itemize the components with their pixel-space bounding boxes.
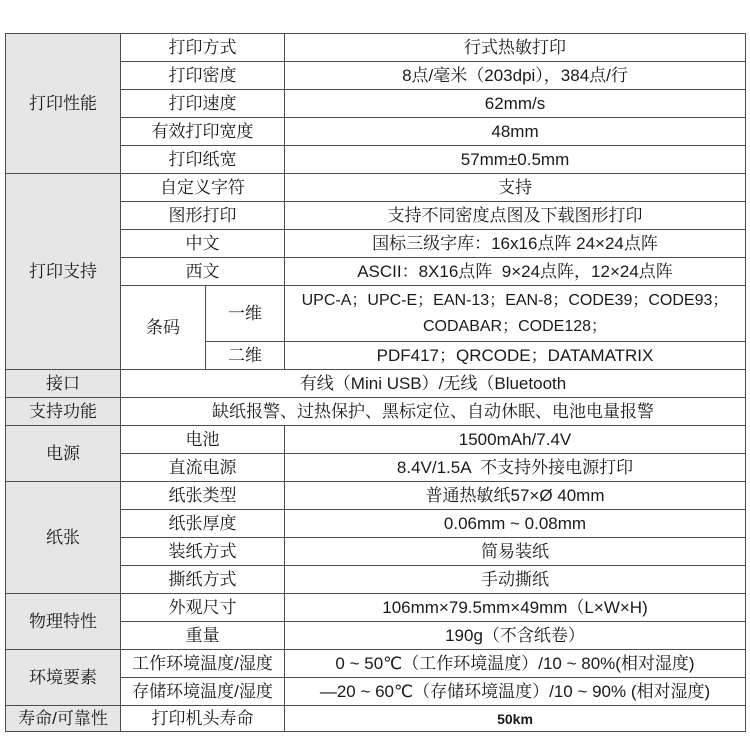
value-cell: —20 ~ 60℃（存储环境温度）/10 ~ 90% (相对湿度) — [285, 678, 746, 706]
item-cell: 纸张厚度 — [121, 510, 285, 538]
item-cell: 西文 — [121, 258, 285, 286]
value-cell: 国标三级字库：16x16点阵 24×24点阵 — [285, 230, 746, 258]
value-cell: 行式热敏打印 — [285, 34, 746, 62]
barcode-type-cell: 二维 — [206, 342, 285, 370]
barcode-type-cell: 一维 — [206, 286, 285, 342]
category-power: 电源 — [6, 426, 121, 482]
barcode-1d-line: CODABAR；CODE128； — [422, 317, 608, 335]
category-lifetime: 寿命/可靠性 — [6, 706, 121, 732]
category-print-performance: 打印性能 — [6, 34, 121, 174]
value-cell: 有线（Mini USB）/无线（Bluetooth — [121, 370, 746, 398]
barcode-item-cell: 条码 — [121, 286, 206, 370]
value-cell: 缺纸报警、过热保护、黑标定位、自动休眠、电池电量报警 — [121, 398, 746, 426]
item-cell: 工作环境温度/湿度 — [121, 650, 285, 678]
value-cell: 57mm±0.5mm — [285, 146, 746, 174]
value-cell: 支持 — [285, 174, 746, 202]
item-cell: 打印方式 — [121, 34, 285, 62]
category-environment: 环境要素 — [6, 650, 121, 706]
category-print-support: 打印支持 — [6, 174, 121, 370]
item-cell: 撕纸方式 — [121, 566, 285, 594]
category-features: 支持功能 — [6, 398, 121, 426]
value-cell: 62mm/s — [285, 90, 746, 118]
value-cell: 48mm — [285, 118, 746, 146]
table-row — [6, 706, 746, 732]
item-cell: 存储环境温度/湿度 — [121, 678, 285, 706]
table-row — [6, 426, 746, 454]
value-cell: ASCII：8X16点阵 9×24点阵，12×24点阵 — [285, 258, 746, 286]
spec-table — [5, 33, 746, 732]
item-cell: 重量 — [121, 622, 285, 650]
table-row — [6, 650, 746, 678]
value-cell: 支持不同密度点图及下载图形打印 — [285, 202, 746, 230]
item-cell: 有效打印宽度 — [121, 118, 285, 146]
item-cell: 直流电源 — [121, 454, 285, 482]
item-cell: 电池 — [121, 426, 285, 454]
table-row — [6, 482, 746, 510]
category-interface: 接口 — [6, 370, 121, 398]
value-cell: 1500mAh/7.4V — [285, 426, 746, 454]
table-row — [6, 398, 746, 426]
item-cell: 图形打印 — [121, 202, 285, 230]
item-cell: 打印机头寿命 — [121, 706, 285, 732]
table-row — [6, 174, 746, 202]
table-row — [6, 34, 746, 62]
value-cell: 手动撕纸 — [285, 566, 746, 594]
value-cell: 0 ~ 50℃（工作环境温度）/10 ~ 80%(相对湿度) — [285, 650, 746, 678]
value-cell: 简易装纸 — [285, 538, 746, 566]
item-cell: 打印纸宽 — [121, 146, 285, 174]
item-cell: 装纸方式 — [121, 538, 285, 566]
value-cell: 8.4V/1.5A 不支持外接电源打印 — [285, 454, 746, 482]
value-cell: 190g（不含纸卷） — [285, 622, 746, 650]
value-cell: 0.06mm ~ 0.08mm — [285, 510, 746, 538]
value-cell: 普通热敏纸57×Ø 40mm — [285, 482, 746, 510]
value-cell: 106mm×79.5mm×49mm（L×W×H) — [285, 594, 746, 622]
item-cell: 外观尺寸 — [121, 594, 285, 622]
category-physical: 物理特性 — [6, 594, 121, 650]
value-cell: 8点/毫米（203dpi），384点/行 — [285, 62, 746, 90]
category-paper: 纸张 — [6, 482, 121, 594]
item-cell: 自定义字符 — [121, 174, 285, 202]
barcode-2d-value-cell: PDF417；QRCODE；DATAMATRIX — [285, 342, 746, 370]
table-row — [6, 594, 746, 622]
item-cell: 打印密度 — [121, 62, 285, 90]
barcode-1d-line: UPC-A；UPC-E；EAN-13；EAN-8；CODE39；CODE93； — [301, 291, 729, 309]
table-row — [6, 370, 746, 398]
barcode-1d-value-cell — [285, 286, 746, 342]
item-cell: 打印速度 — [121, 90, 285, 118]
item-cell: 中文 — [121, 230, 285, 258]
item-cell: 纸张类型 — [121, 482, 285, 510]
value-cell: 50km — [285, 706, 746, 732]
